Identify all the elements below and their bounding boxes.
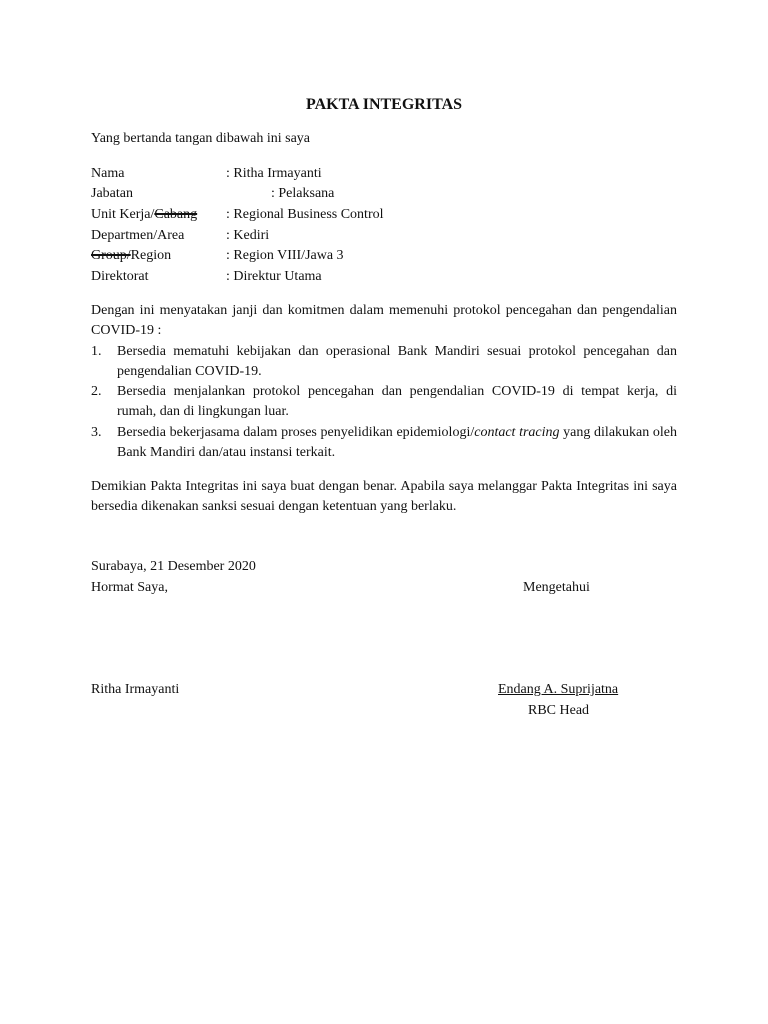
field-label-region-struck: Group/ xyxy=(91,248,131,263)
closing-paragraph: Demikian Pakta Integritas ini saya buat dengan benar. Apabila saya melanggar Pakta Integritas ini saya bersedia dikenakan sanksi sesuai dengan ketentuan yang berlaku. xyxy=(91,479,677,514)
field-label-nama: Nama xyxy=(91,166,125,181)
field-value-region: : Region VIII/Jawa 3 xyxy=(226,248,344,263)
field-value-unit: : Regional Business Control xyxy=(226,207,384,222)
field-value-direktorat: : Direktur Utama xyxy=(226,269,322,284)
list-item-number: 1. xyxy=(91,344,102,359)
field-label-departemen: Departmen/Area xyxy=(91,228,185,243)
field-label-unit-struck: Cabang xyxy=(154,207,198,222)
acknowledge-text: Mengetahui xyxy=(523,580,590,595)
signer-right-title: RBC Head xyxy=(528,703,590,718)
field-label-direktorat: Direktorat xyxy=(91,269,149,284)
intro-text: Yang bertanda tangan dibawah ini saya xyxy=(91,131,311,146)
field-label-region xyxy=(91,246,171,266)
field-label-unit xyxy=(91,205,197,225)
signer-left-name: Ritha Irmayanti xyxy=(91,682,180,697)
document-title: PAKTA INTEGRITAS xyxy=(305,96,463,113)
place-date: Surabaya, 21 Desember 2020 xyxy=(91,559,256,574)
list-item-number: 2. xyxy=(91,384,102,399)
list-item-text-italic: contact tracing xyxy=(474,425,560,440)
statement-paragraph: Dengan ini menyatakan janji dan komitmen dalam memenuhi protokol pencegahan dan pengendalian COVID-19 : xyxy=(91,303,677,338)
list-item-text-a: Bersedia bekerjasama dalam proses penyelidikan epidemiologi/ xyxy=(117,425,475,440)
field-value-nama: : Ritha Irmayanti xyxy=(226,166,322,181)
list-item-text: Bersedia mematuhi kebijakan dan operasional Bank Mandiri sesuai protokol pencegahan dan pengendalian COVID-19. xyxy=(117,344,677,379)
regards-text: Hormat Saya, xyxy=(91,580,168,595)
field-label-region-text: Region xyxy=(130,248,172,263)
list-item-text-b: yang dilakukan oleh Bank Mandiri dan/atau instansi terkait. xyxy=(117,425,677,460)
field-label-jabatan: Jabatan xyxy=(91,186,133,201)
list-item-text: Bersedia menjalankan protokol pencegahan dan pengendalian COVID-19 di tempat kerja, di rumah, dan di lingkungan luar. xyxy=(117,384,677,419)
field-value-departemen: : Kediri xyxy=(226,228,270,243)
field-value-jabatan: : Pelaksana xyxy=(271,186,335,201)
signer-right-name: Endang A. Suprijatna xyxy=(498,682,619,697)
list-item-text xyxy=(117,423,677,463)
list-item-number: 3. xyxy=(91,425,102,440)
field-label-unit-text: Unit Kerja/ xyxy=(91,207,155,222)
